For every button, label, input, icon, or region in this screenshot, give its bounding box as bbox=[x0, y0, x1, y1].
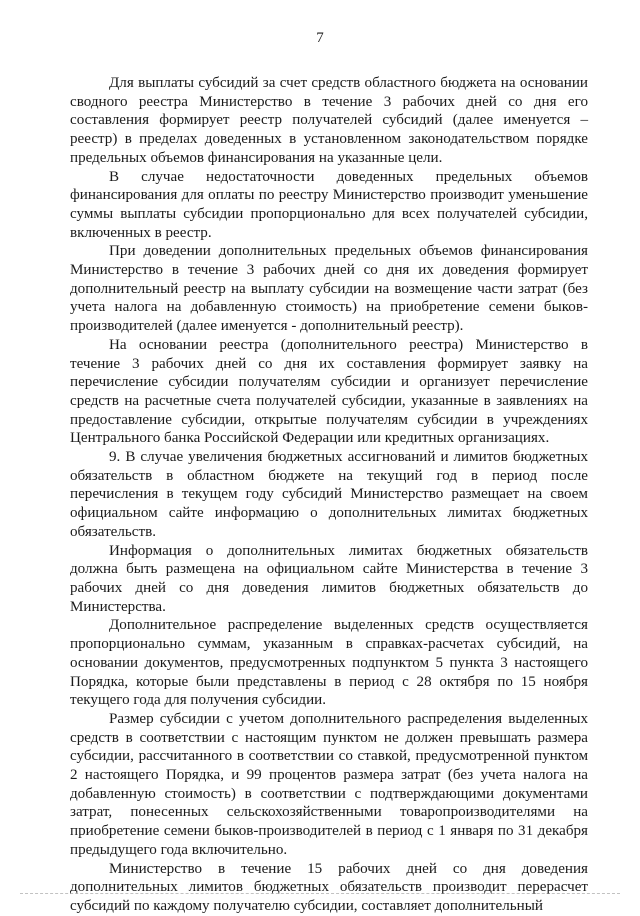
paragraph: Министерство в течение 15 рабочих дней со дня доведения дополнительных лимитов бюджетных обязательств производит перерасчет субсидий по каждому получателю субсидии, составляет дополнительный bbox=[70, 860, 588, 914]
scan-edge-artifact bbox=[20, 893, 620, 894]
paragraph: Дополнительное распределение выделенных средств осуществляется пропорционально суммам, указанным в справках-расчетах субсидий, на основании документов, предусмотренных подпунктом 5 пункта 3 настоящего Порядка, которые были представлены в период с 28 октября по 15 ноября текущего года для получения субсидии. bbox=[70, 617, 588, 709]
page-number: 7 bbox=[316, 30, 324, 46]
paragraph: Размер субсидии с учетом дополнительного распределения выделенных средств в соответствии с настоящим пунктом не должен превышать размера субсидии, рассчитанного в соответствии со ставкой, предусмотренной пунктом 2 настоящего Порядка, и 99 процентов размера затрат (без учета налога на добавленную стоимость) в соответствии с подтверждающими документами затрат, понесенных сельскохозяйственными товаропроизводителями на приобретение семени быков-производителей в период с 1 января по 31 декабря предыдущего года включительно. bbox=[70, 710, 588, 858]
document-body bbox=[70, 74, 588, 916]
paragraph: При доведении дополнительных предельных объемов финансирования Министерство в течение 3 рабочих дней со дня их доведения формирует дополнительный реестр на выплату субсидии на возмещение части затрат (без учета налога на добавленную стоимость) на приобретение семени быков-производителей (далее именуется - дополнительный реестр). bbox=[70, 243, 588, 335]
paragraph: На основании реестра (дополнительного реестра) Министерство в течение 3 рабочих дней со дня их составления формирует заявку на перечисление субсидии получателям субсидии и организует перечисление средств на расчетные счета получателей субсидии, указанные в заявлениях на предоставление субсидии, открытые получателям субсидии в учреждениях Центрального банка Российской Федерации или кредитных организациях. bbox=[70, 336, 588, 447]
paragraph: В случае недостаточности доведенных предельных объемов финансирования для оплаты по реестру Министерство производит уменьшение суммы выплаты субсидии пропорционально для всех получателей субсидии, включенных в реестр. bbox=[70, 168, 588, 241]
paragraph: Информация о дополнительных лимитах бюджетных обязательств должна быть размещена на официальном сайте Министерства в течение 3 рабочих дней со дня доведения лимитов бюджетных обязательств до Министерства. bbox=[70, 542, 588, 615]
paragraph: 9. В случае увеличения бюджетных ассигнований и лимитов бюджетных обязательств в областном бюджете на текущий год в период после перечисления в текущем году субсидий Министерство размещает на своем официальном сайте информацию о дополнительных лимитах бюджетных обязательств. bbox=[70, 449, 588, 540]
paragraph: Для выплаты субсидий за счет средств областного бюджета на основании сводного реестра Министерство в течение 3 рабочих дней со дня его составления формирует реестр получателей субсидий (далее именуется – реестр) в пределах доведенных в установленном законодательством порядке предельных объемов финансирования на указанные цели. bbox=[70, 75, 588, 166]
